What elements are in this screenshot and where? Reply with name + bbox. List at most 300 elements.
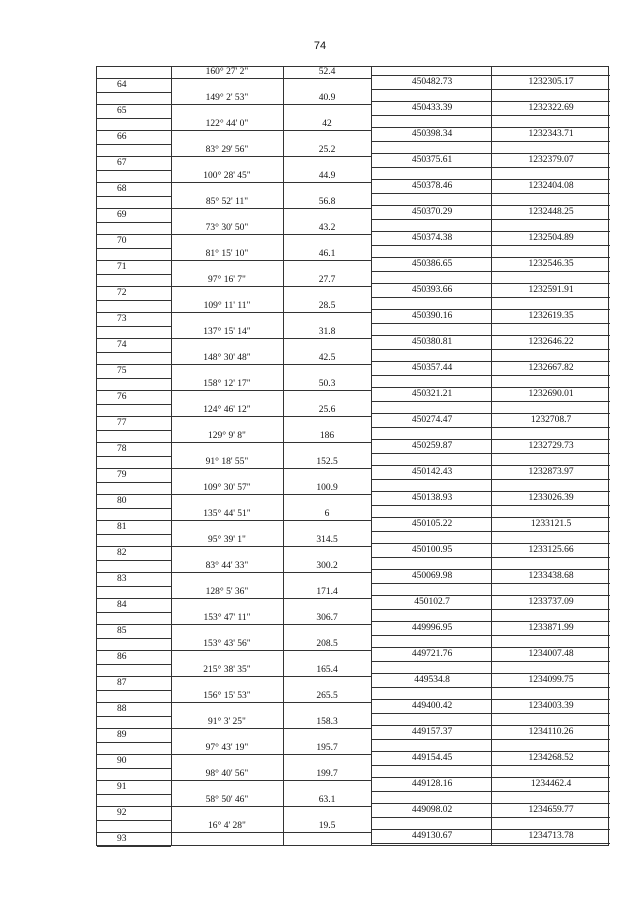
direction-angle: 58° 50' 46" [205,795,249,805]
y-coordinate: 1232322.69 [528,103,574,113]
row-rule [171,728,371,729]
row-rule [371,361,610,362]
row-rule [371,375,610,376]
segment-distance: 44.9 [318,171,336,181]
row-rule [371,621,610,622]
segment-distance: 306.7 [316,613,338,623]
row-rule [171,468,371,469]
row-rule [171,234,371,235]
row-rule [171,702,371,703]
x-coordinate: 450482.73 [411,77,453,87]
row-rule [171,572,371,573]
row-rule [171,156,371,157]
row-rule [371,335,610,336]
table-row [97,431,610,457]
row-rule [97,468,171,469]
row-rule [171,624,371,625]
table-row [97,405,610,431]
point-number: 68 [117,184,127,194]
row-rule [371,465,610,466]
row-rule [371,219,610,220]
row-rule [97,338,171,339]
y-coordinate: 1234462.4 [530,779,572,789]
row-rule [171,390,371,391]
y-coordinate: 1232546.35 [528,259,574,269]
x-coordinate: 450393.66 [411,285,453,295]
table-row [97,769,610,795]
y-coordinate: 1232504.89 [528,233,574,243]
segment-distance: 300.2 [316,561,338,571]
direction-angle: 160° 27' 2" [205,67,249,77]
row-rule [371,739,610,740]
y-coordinate: 1233026.39 [528,493,574,503]
row-rule [171,338,371,339]
point-number: 70 [117,236,127,246]
row-rule [371,439,610,440]
row-rule [171,260,371,261]
point-number: 91 [117,782,127,792]
row-rule [371,491,610,492]
row-rule [371,791,610,792]
x-coordinate: 449128.16 [411,779,453,789]
point-number: 88 [117,704,127,714]
row-rule [371,765,610,766]
direction-angle: 129° 9' 8" [208,431,246,441]
row-rule [171,598,371,599]
row-rule [171,676,371,677]
x-coordinate: 450105.22 [411,519,453,529]
segment-distance: 28.5 [318,301,336,311]
segment-distance: 165.4 [316,665,338,675]
point-number: 82 [117,548,127,558]
point-number: 73 [117,314,127,324]
x-coordinate: 450259.87 [411,441,453,451]
y-coordinate: 1234713.78 [528,831,574,841]
row-rule [97,546,171,547]
segment-distance: 43.2 [318,223,336,233]
row-rule [97,286,171,287]
row-rule [97,260,171,261]
y-coordinate: 1232729.73 [528,441,574,451]
row-rule [171,364,371,365]
row-rule [97,832,171,833]
table-row [97,119,610,145]
y-coordinate: 1232305.17 [528,77,574,87]
x-coordinate: 450321.21 [411,389,453,399]
direction-angle: 91° 3' 25" [208,717,246,727]
row-rule [97,520,171,521]
row-rule [171,312,371,313]
direction-angle: 153° 43' 56" [203,639,251,649]
row-rule [97,624,171,625]
row-rule [371,661,610,662]
point-number: 78 [117,444,127,454]
y-coordinate: 1234110.26 [528,727,574,737]
direction-angle: 109° 11' 11" [203,301,251,311]
segment-distance: 19.5 [318,821,336,831]
segment-distance: 208.5 [316,639,338,649]
direction-angle: 91° 18' 55" [205,457,249,467]
row-rule [171,208,371,209]
row-rule [371,401,610,402]
row-rule [97,754,171,755]
direction-angle: 85° 52' 11" [205,197,249,207]
y-coordinate: 1232708.7 [530,415,572,425]
y-coordinate: 1232404.08 [528,181,574,191]
point-number: 80 [117,496,127,506]
row-rule [97,650,171,651]
segment-distance: 265.5 [316,691,338,701]
point-number: 90 [117,756,127,766]
direction-angle: 158° 12' 17" [203,379,251,389]
point-number: 71 [117,262,127,272]
y-coordinate: 1234099.75 [528,675,574,685]
row-rule [97,728,171,729]
x-coordinate: 449157.37 [411,727,453,737]
x-coordinate: 450370.29 [411,207,453,217]
row-rule [371,609,610,610]
x-coordinate: 449534.8 [414,675,450,685]
row-rule [97,442,171,443]
row-rule [371,687,610,688]
segment-distance: 46.1 [318,249,336,259]
point-number: 72 [117,288,127,298]
direction-angle: 148° 30' 48" [203,353,251,363]
x-coordinate: 449400.42 [411,701,453,711]
row-rule [371,245,610,246]
x-coordinate: 450378.46 [411,181,453,191]
row-rule [171,182,371,183]
row-rule [97,572,171,573]
x-coordinate: 450357.44 [411,363,453,373]
point-number: 66 [117,132,127,142]
segment-distance: 63.1 [318,795,336,805]
direction-angle: 109° 30' 57" [203,483,251,493]
y-coordinate: 1232873.97 [528,467,574,477]
row-rule [371,427,610,428]
x-coordinate: 449996.95 [411,623,453,633]
x-coordinate: 449154.45 [411,753,453,763]
row-rule [371,205,610,206]
table-row [97,535,610,561]
row-rule [371,89,610,90]
row-rule [371,179,610,180]
segment-distance: 31.8 [318,327,336,337]
x-coordinate: 450374.38 [411,233,453,243]
coordinates-table [96,66,609,846]
row-rule [371,297,610,298]
x-coordinate: 449130.67 [411,831,453,841]
row-rule [371,777,610,778]
row-rule [371,543,610,544]
row-rule [371,647,610,648]
x-coordinate: 450375.61 [411,155,453,165]
row-rule [97,806,171,807]
row-rule [371,257,610,258]
direction-angle: 83° 29' 56" [205,145,249,155]
table-row [97,613,610,639]
y-coordinate: 1233125.66 [528,545,574,555]
direction-angle: 215° 38' 35" [203,665,251,675]
row-rule [97,416,171,417]
x-coordinate: 450390.16 [411,311,453,321]
row-rule [97,130,171,131]
y-coordinate: 1234007.48 [528,649,574,659]
point-number: 69 [117,210,127,220]
row-rule [371,569,610,570]
row-rule [371,817,610,818]
segment-distance: 199.7 [316,769,338,779]
row-rule [371,713,610,714]
segment-distance: 42 [322,119,332,129]
row-rule [371,101,610,102]
direction-angle: 153° 47' 11" [203,613,251,623]
row-rule [371,843,610,844]
y-coordinate: 1233121.5 [530,519,572,529]
row-rule [97,780,171,781]
point-number: 75 [117,366,127,376]
segment-distance: 152.5 [316,457,338,467]
table-row [97,353,610,379]
direction-angle: 128° 5' 36" [205,587,249,597]
row-rule [171,832,371,833]
y-coordinate: 1232667.82 [528,363,574,373]
direction-angle: 97° 43' 19" [205,743,249,753]
direction-angle: 83° 44' 33" [205,561,249,571]
row-rule [371,517,610,518]
segment-distance: 6 [324,509,330,519]
table-row [97,743,610,769]
row-rule [371,505,610,506]
row-rule [97,598,171,599]
table-row [97,275,610,301]
table-row [97,145,610,171]
row-rule [371,531,610,532]
y-coordinate: 1232343.71 [528,129,574,139]
direction-angle: 137° 15' 14" [203,327,251,337]
segment-distance: 52.4 [318,67,336,77]
row-rule [371,271,610,272]
direction-angle: 100° 28' 45" [203,171,251,181]
x-coordinate: 450138.93 [411,493,453,503]
row-rule [371,75,610,76]
point-number: 84 [117,600,127,610]
row-rule [371,283,610,284]
table-row [97,457,610,483]
row-rule [371,595,610,596]
table-row [97,665,610,691]
table-row [97,197,610,223]
segment-distance: 25.2 [318,145,336,155]
direction-angle: 149° 2' 53" [205,93,249,103]
x-coordinate: 450398.34 [411,129,453,139]
row-rule [171,442,371,443]
table-row [97,821,610,847]
row-rule [171,494,371,495]
table-row [97,795,610,821]
y-coordinate: 1234659.77 [528,805,574,815]
y-coordinate: 1234003.39 [528,701,574,711]
table-row [97,717,610,743]
table-row [97,587,610,613]
x-coordinate: 450274.47 [411,415,453,425]
point-number: 81 [117,522,127,532]
table-row [97,301,610,327]
point-number: 85 [117,626,127,636]
point-number: 87 [117,678,127,688]
row-rule [97,364,171,365]
point-number: 79 [117,470,127,480]
table-row [97,249,610,275]
row-rule [371,323,610,324]
row-rule [371,141,610,142]
segment-distance: 195.7 [316,743,338,753]
row-rule [371,751,610,752]
x-coordinate: 449098.02 [411,805,453,815]
row-rule [371,699,610,700]
row-rule [371,115,610,116]
point-number: 77 [117,418,127,428]
table-row [97,691,610,717]
point-number: 64 [117,80,127,90]
direction-angle: 95° 39' 1" [208,535,246,545]
direction-angle: 124° 46' 12" [203,405,251,415]
direction-angle: 97° 16' 7" [208,275,246,285]
row-rule [371,127,610,128]
row-rule [97,676,171,677]
row-rule [171,286,371,287]
row-rule [371,803,610,804]
row-rule [171,806,371,807]
y-coordinate: 1233737.09 [528,597,574,607]
row-rule [97,846,171,847]
table-row [97,93,610,119]
row-rule [97,104,171,105]
y-coordinate: 1232379.07 [528,155,574,165]
row-rule [371,635,610,636]
row-rule [97,78,171,79]
table-row [97,509,610,535]
x-coordinate: 450433.39 [411,103,453,113]
segment-distance: 27.7 [318,275,336,285]
row-rule [97,494,171,495]
row-rule [371,387,610,388]
row-rule [371,349,610,350]
point-number: 76 [117,392,127,402]
point-number: 89 [117,730,127,740]
row-rule [171,546,371,547]
direction-angle: 16° 4' 28" [208,821,246,831]
table-row [97,171,610,197]
y-coordinate: 1232690.01 [528,389,574,399]
x-coordinate: 450100.95 [411,545,453,555]
point-number: 83 [117,574,127,584]
x-coordinate: 450102.7 [414,597,450,607]
table-row [97,483,610,509]
row-rule [371,673,610,674]
table-row [97,379,610,405]
row-rule [97,234,171,235]
segment-distance: 50.3 [318,379,336,389]
row-rule [171,650,371,651]
direction-angle: 122° 44' 0" [205,119,249,129]
segment-distance: 158.3 [316,717,338,727]
x-coordinate: 449721.76 [411,649,453,659]
row-rule [171,754,371,755]
point-number: 86 [117,652,127,662]
row-rule [171,78,371,79]
table-row [97,639,610,665]
x-coordinate: 450069.98 [411,571,453,581]
row-rule [97,156,171,157]
y-coordinate: 1233871.99 [528,623,574,633]
row-rule [371,413,610,414]
row-rule [97,390,171,391]
row-rule [371,453,610,454]
point-number: 65 [117,106,127,116]
row-rule [97,182,171,183]
table-row [97,223,610,249]
segment-distance: 40.9 [318,93,336,103]
x-coordinate: 450380.81 [411,337,453,347]
row-rule [97,702,171,703]
row-rule [171,130,371,131]
row-rule [371,583,610,584]
row-rule [371,829,610,830]
y-coordinate: 1232448.25 [528,207,574,217]
row-rule [371,479,610,480]
y-coordinate: 1232646.22 [528,337,574,347]
row-rule [371,557,610,558]
y-coordinate: 1232619.35 [528,311,574,321]
direction-angle: 98° 40' 56" [205,769,249,779]
row-rule [371,231,610,232]
row-rule [97,312,171,313]
segment-distance: 186 [319,431,335,441]
point-number: 74 [117,340,127,350]
row-rule [371,153,610,154]
row-rule [371,309,610,310]
table-row [97,67,610,93]
segment-distance: 56.8 [318,197,336,207]
row-rule [371,725,610,726]
direction-angle: 73° 30' 50" [205,223,249,233]
row-rule [171,520,371,521]
segment-distance: 100.9 [316,483,338,493]
direction-angle: 156° 15' 53" [203,691,251,701]
row-rule [371,193,610,194]
row-rule [171,416,371,417]
row-rule [171,780,371,781]
y-coordinate: 1232591.91 [528,285,574,295]
row-rule [171,104,371,105]
point-number: 92 [117,808,127,818]
segment-distance: 42.5 [318,353,336,363]
direction-angle: 135° 44' 51" [203,509,251,519]
row-rule [371,167,610,168]
y-coordinate: 1233438.68 [528,571,574,581]
x-coordinate: 450386.65 [411,259,453,269]
segment-distance: 25.6 [318,405,336,415]
point-number: 93 [117,834,127,844]
segment-distance: 171.4 [316,587,338,597]
direction-angle: 81° 15' 10" [205,249,249,259]
y-coordinate: 1234268.52 [528,753,574,763]
x-coordinate: 450142.43 [411,467,453,477]
point-number: 67 [117,158,127,168]
table-row [97,561,610,587]
segment-distance: 314.5 [316,535,338,545]
